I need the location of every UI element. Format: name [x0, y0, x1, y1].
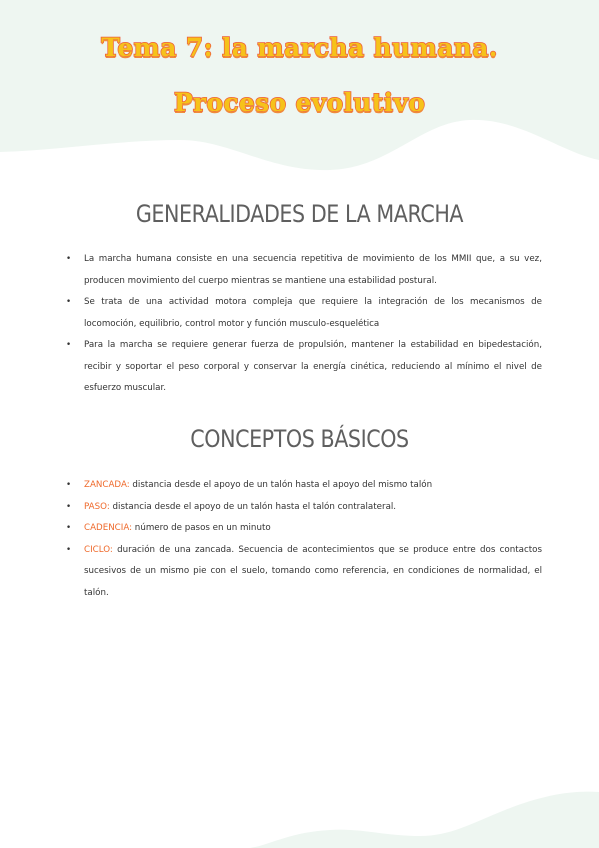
concept-term: CICLO: [84, 544, 113, 555]
concept-definition: número de pasos en un minuto [132, 523, 271, 533]
generalidades-bullet-list [62, 249, 542, 400]
list-item [62, 518, 542, 540]
document-title-line1: Tema 7: la marcha humana. [101, 33, 498, 62]
bullet-icon: • [66, 254, 72, 264]
list-item-text: Se trata de una actividad motora compleja que requiere la integración de los mecanismos de locomoción, equilibrio, control motor y función musculo-esquelética [84, 297, 542, 329]
list-item-text: La marcha humana consiste en una secuencia repetitiva de movimiento de los MMII que, a su vez, producen movimiento del cuerpo mientras se mantiene una estabilidad postural. [84, 254, 542, 286]
bullet-icon: • [66, 523, 72, 533]
list-item [62, 540, 542, 605]
list-item [62, 249, 542, 292]
concept-definition: distancia desde el apoyo de un talón hasta el apoyo del mismo talón [129, 480, 433, 490]
section-heading-conceptos: CONCEPTOS BÁSICOS [190, 425, 409, 453]
document-title-line2: Proceso evolutivo [173, 88, 426, 117]
concept-definition: distancia desde el apoyo de un talón hasta el talón contralateral. [109, 501, 397, 512]
list-item [62, 475, 542, 497]
concept-term: PASO: [84, 501, 110, 512]
concept-term: CADENCIA: [84, 523, 133, 533]
bullet-icon: • [66, 544, 72, 555]
section-heading-generalidades: GENERALIDADES DE LA MARCHA [135, 200, 464, 228]
list-item [62, 497, 542, 519]
list-item-text: Para la marcha se requiere generar fuerza de propulsión, mantener la estabilidad en bipedestación, recibir y soportar el peso corporal y conservar la energía cinética, reduciendo al mínimo el nivel de esfuerzo muscular. [84, 340, 542, 393]
conceptos-bullet-list [62, 475, 542, 604]
list-item [62, 335, 542, 400]
bullet-icon: • [66, 480, 72, 490]
concept-term: ZANCADA: [84, 480, 130, 490]
bullet-icon: • [66, 297, 72, 307]
concept-definition: duración de una zancada. Secuencia de acontecimientos que se produce entre dos contactos sucesivos de un mismo pie con el suelo, tomando como referencia, en condiciones de normalidad, el talón. [84, 544, 542, 598]
bullet-icon: • [66, 501, 72, 512]
list-item [62, 292, 542, 335]
bullet-icon: • [66, 340, 72, 350]
